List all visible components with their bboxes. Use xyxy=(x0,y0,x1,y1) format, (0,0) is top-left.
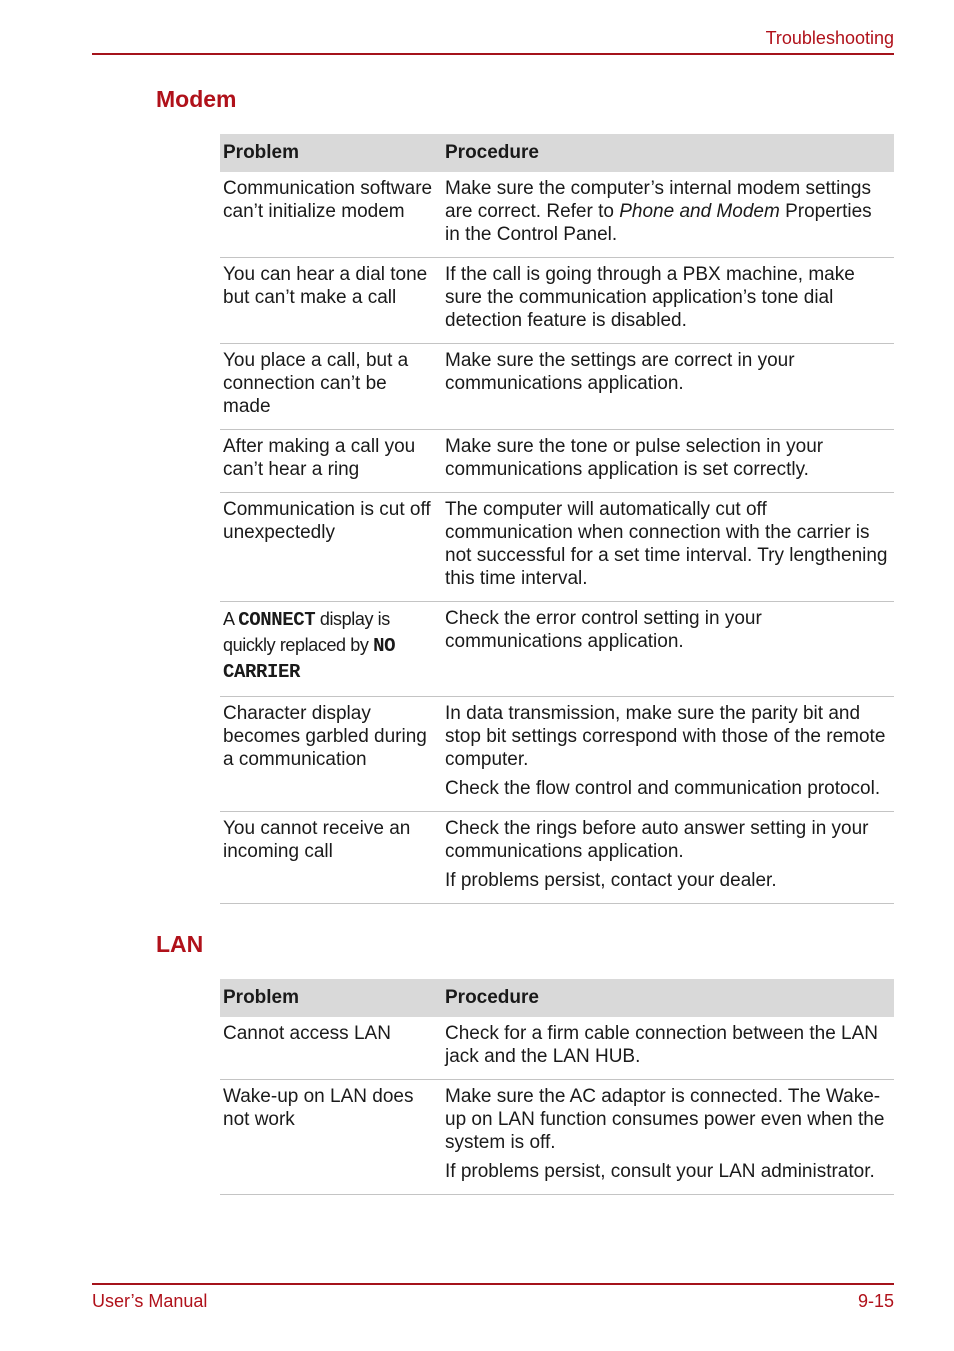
procedure-cell: Make sure the settings are correct in your communications application. xyxy=(442,344,894,430)
table-row xyxy=(220,812,894,904)
table-row xyxy=(220,493,894,602)
problem-cell: You place a call, but a connection can’t be made xyxy=(220,344,442,430)
table-row xyxy=(220,602,894,697)
page-number: 9-15 xyxy=(857,1291,894,1311)
table-row xyxy=(220,172,894,258)
code-connect: CONNECT xyxy=(238,609,316,631)
problem-cell: A CONNECT display is quickly replaced by NO CARRIER xyxy=(220,602,442,697)
table-row xyxy=(220,1080,894,1195)
column-header-problem: Problem xyxy=(220,134,442,172)
lan-table xyxy=(220,979,894,1195)
table-row xyxy=(220,697,894,812)
problem-cell: After making a call you can’t hear a ring xyxy=(220,430,442,493)
column-header-problem: Problem xyxy=(220,979,442,1017)
problem-cell: You can hear a dial tone but can’t make a call xyxy=(220,258,442,344)
header-rule xyxy=(92,53,894,55)
footer-rule xyxy=(92,1283,894,1285)
procedure-cell: In data transmission, make sure the parity bit and stop bit settings correspond with those of the remote computer. Check the flow control and communication protocol. xyxy=(442,697,894,812)
footer-manual-title: User’s Manual xyxy=(92,1291,208,1311)
procedure-cell: The computer will automatically cut off communication when connection with the carrier is not successful for a set time interval. Try lengthening this time interval. xyxy=(442,493,894,602)
problem-cell: Character display becomes garbled during a communication xyxy=(220,697,442,812)
code-no-carrier: NO CARRIER xyxy=(223,635,396,683)
procedure-cell: Make sure the computer’s internal modem settings are correct. Refer to Phone and Modem Properties in the Control Panel. xyxy=(442,172,894,258)
table-header-row xyxy=(220,979,894,1017)
problem-cell: Wake-up on LAN does not work xyxy=(220,1080,442,1195)
table-row xyxy=(220,344,894,430)
procedure-cell: Check the error control setting in your communications application. xyxy=(442,602,894,697)
table-row xyxy=(220,430,894,493)
table-header-row xyxy=(220,134,894,172)
section-title-lan: LAN xyxy=(156,931,204,957)
running-header: Troubleshooting xyxy=(765,28,894,48)
column-header-procedure: Procedure xyxy=(442,979,894,1017)
problem-cell: Communication is cut off unexpectedly xyxy=(220,493,442,602)
table-row xyxy=(220,258,894,344)
italic-reference: Phone and Modem xyxy=(619,201,780,222)
modem-table xyxy=(220,134,894,904)
column-header-procedure: Procedure xyxy=(442,134,894,172)
table-row xyxy=(220,1017,894,1080)
procedure-cell: Check the rings before auto answer setting in your communications application. If problems persist, contact your dealer. xyxy=(442,812,894,904)
procedure-cell: Make sure the tone or pulse selection in your communications application is set correctly. xyxy=(442,430,894,493)
section-title-modem: Modem xyxy=(156,86,237,112)
procedure-cell: Check for a firm cable connection between the LAN jack and the LAN HUB. xyxy=(442,1017,894,1080)
procedure-cell: Make sure the AC adaptor is connected. The Wake-up on LAN function consumes power even when the system is off. If problems persist, consult your LAN administrator. xyxy=(442,1080,894,1195)
problem-cell: You cannot receive an incoming call xyxy=(220,812,442,904)
procedure-cell: If the call is going through a PBX machine, make sure the communication application’s tone dial detection feature is disabled. xyxy=(442,258,894,344)
problem-cell: Cannot access LAN xyxy=(220,1017,442,1080)
problem-cell: Communication software can’t initialize modem xyxy=(220,172,442,258)
